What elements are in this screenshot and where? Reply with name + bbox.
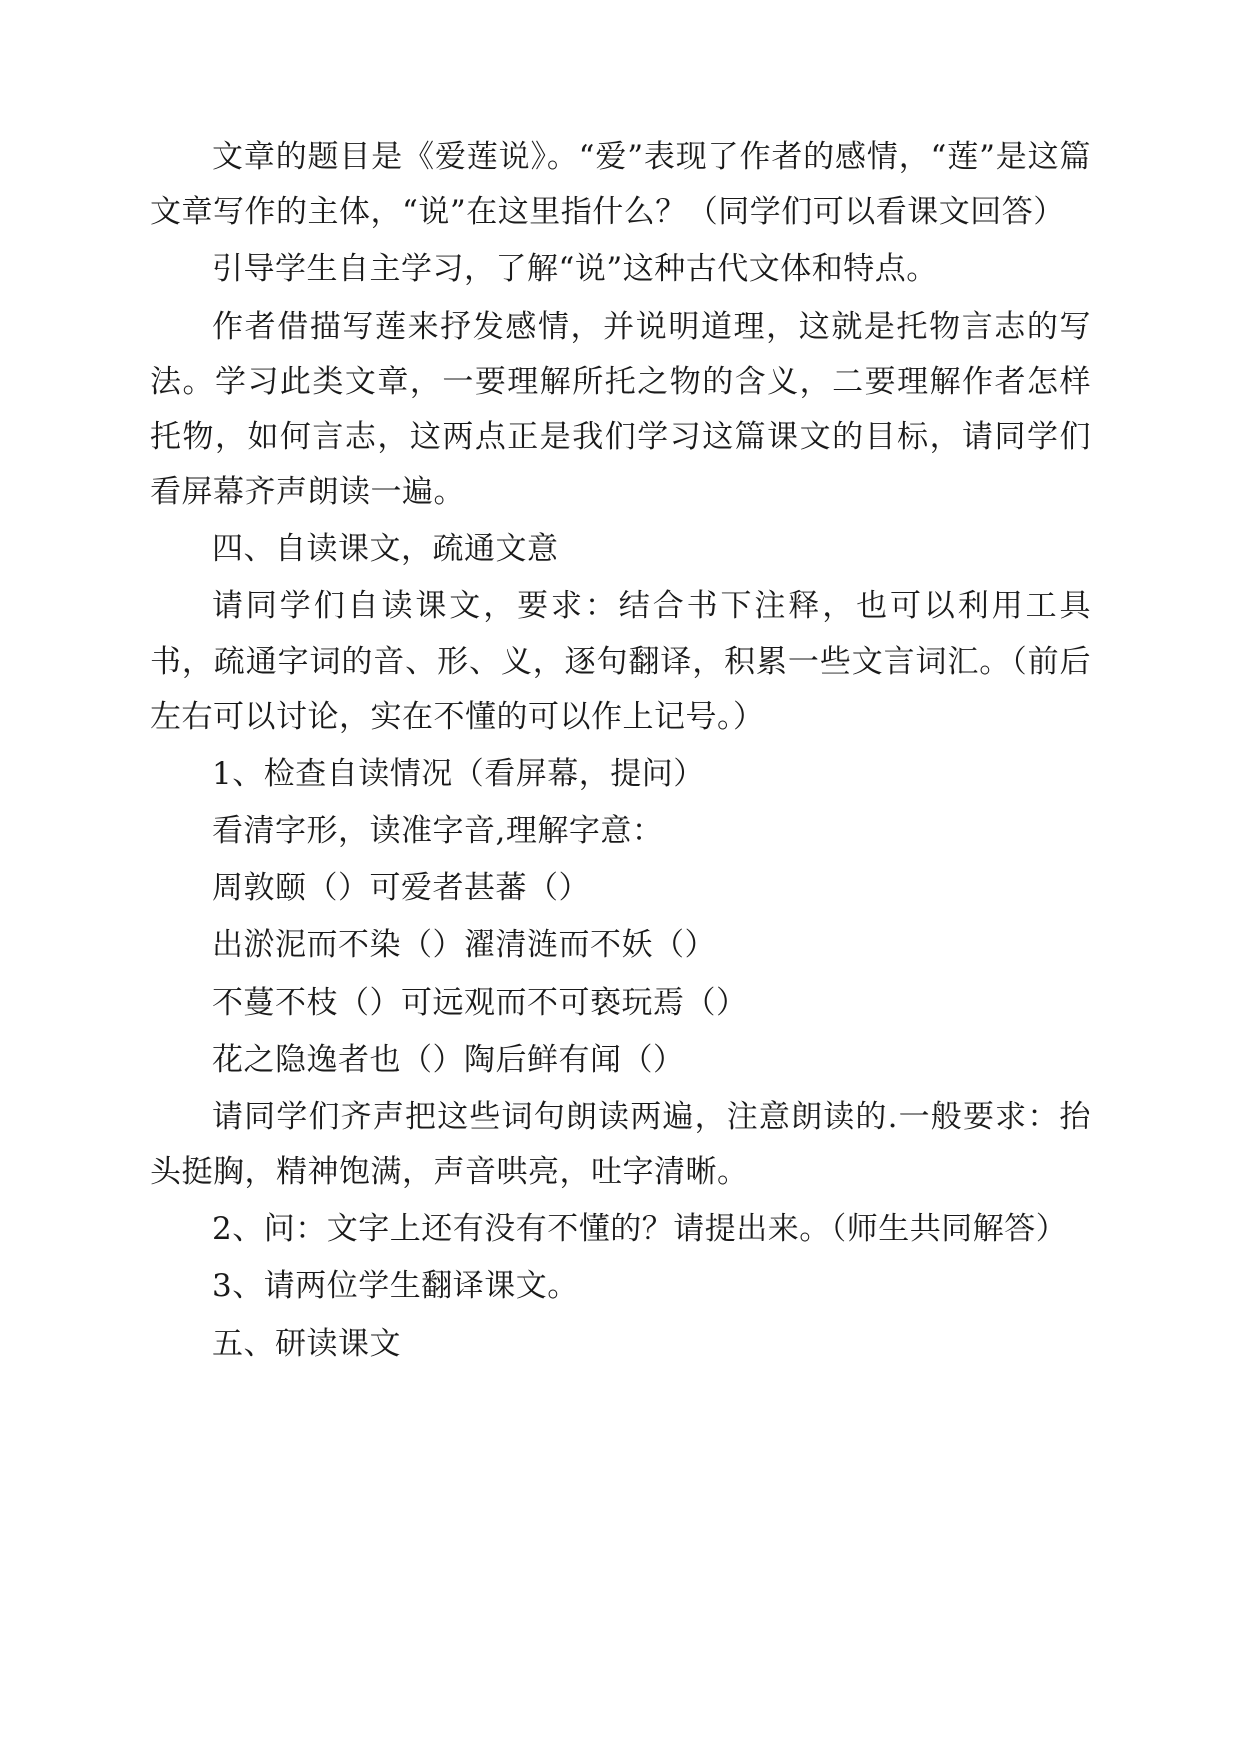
vocabulary-line-3: 不蔓不枝（）可远观而不可亵玩焉（） bbox=[212, 984, 748, 1021]
paragraph-1: 文章的题目是《爱莲说》。“爱”表现了作者的感情，“莲”是这篇文章写作的主体，“说”在这里指什么？（同学们可以看课文回答） bbox=[150, 139, 1091, 231]
list-item-3: 3、请两位学生翻译课文。 bbox=[212, 1268, 579, 1305]
paragraph-3: 作者借描写莲来抒发感情，并说明道理，这就是托物言志的写法。学习此类文章，一要理解所托之物的含义，二要理解作者怎样托物，如何言志，这两点正是我们学习这篇课文的目标，请同学们看屏幕齐声朗读一遍。 bbox=[150, 308, 1091, 511]
paragraph-5: 看清字形，读准字音,理解字意： bbox=[212, 813, 664, 850]
paragraph-6: 请同学们齐声把这些词句朗读两遍，注意朗读的.一般要求：抬头挺胸，精神饱满，声音哄亮，吐字清晰。 bbox=[150, 1098, 1091, 1191]
vocabulary-line-2: 出淤泥而不染（）濯清涟而不妖（） bbox=[212, 927, 716, 964]
vocabulary-line-1: 周敦颐（）可爱者甚蕃（） bbox=[212, 870, 590, 907]
vocabulary-line-4: 花之隐逸者也（）陶后鲜有闻（） bbox=[212, 1041, 685, 1078]
section-heading-five: 五、研读课文 bbox=[212, 1325, 401, 1362]
section-heading-four: 四、自读课文，疏通文意 bbox=[212, 531, 559, 568]
list-item-1: 1、检查自读情况（看屏幕，提问） bbox=[212, 755, 705, 792]
list-item-2: 2、问：文字上还有没有不懂的？请提出来。（师生共同解答） bbox=[212, 1211, 1068, 1248]
paragraph-2: 引导学生自主学习，了解“说”这种古代文体和特点。 bbox=[212, 251, 938, 288]
document-body bbox=[150, 130, 1091, 1372]
paragraph-4: 请同学们自读课文，要求：结合书下注释，也可以利用工具书，疏通字词的音、形、义，逐句翻译，积累一些文言词汇。（前后左右可以讨论，实在不懂的可以作上记号。） bbox=[150, 588, 1091, 735]
